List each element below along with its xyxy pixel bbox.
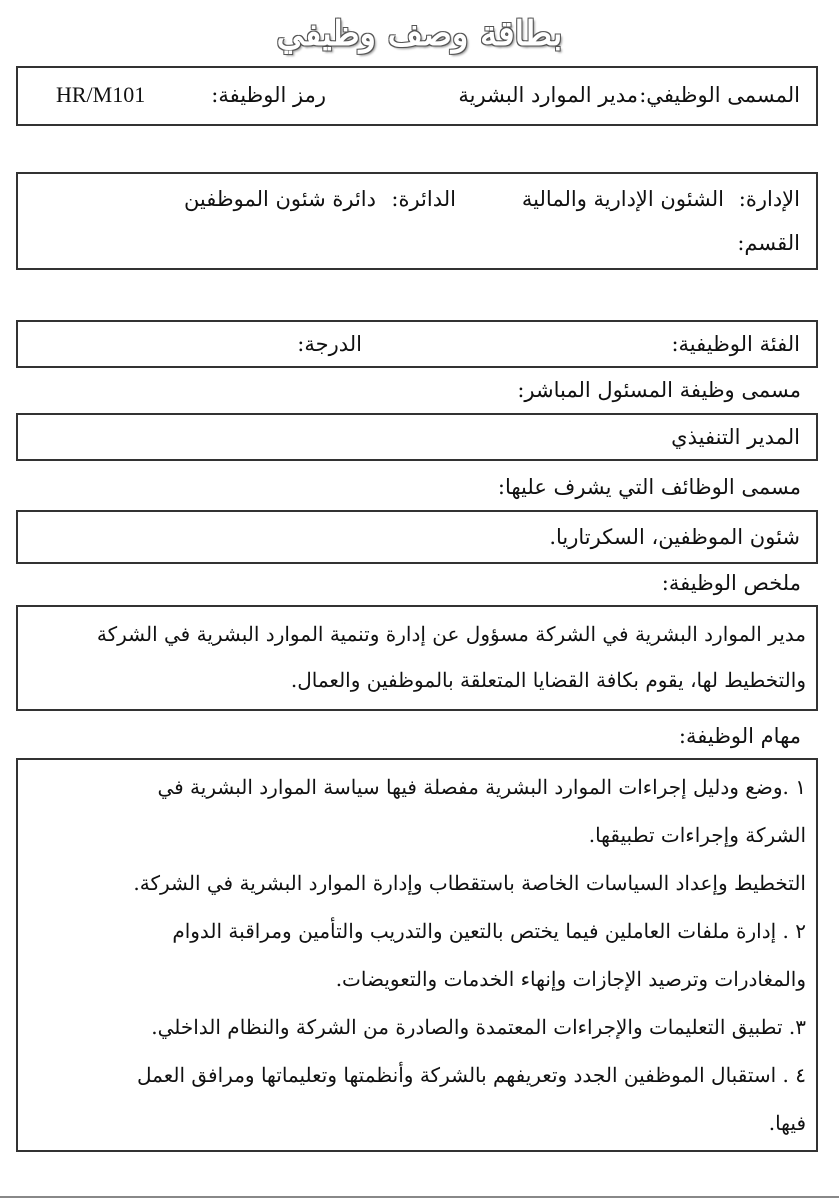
department-label: الدائرة: [391, 187, 456, 211]
admin-value: الشئون الإدارية والمالية [521, 187, 724, 211]
grade-label: الدرجة: [297, 332, 362, 356]
subordinates-label: مسمى الوظائف التي يشرف عليها: [497, 475, 801, 499]
task-line: ١ .وضع ودليل إجراءات الموارد البشرية مفصلة فيها سياسة الموارد البشرية في [157, 775, 806, 799]
task-line: فيها. [768, 1111, 806, 1135]
summary-line-1: مدير الموارد البشرية في الشركة مسؤول عن إدارة وتنمية الموارد البشرية في الشركة [96, 622, 806, 646]
subordinates-box [16, 510, 818, 564]
section-label: القسم: [737, 231, 800, 255]
page-title: بطاقة وصف وظيفي [276, 14, 563, 54]
job-title-label: المسمى الوظيفي: [639, 83, 800, 107]
supervisor-box [16, 413, 818, 461]
department-value: دائرة شئون الموظفين [183, 187, 376, 211]
classification-box [16, 320, 818, 368]
summary-line-2: والتخطيط لها، يقوم بكافة القضايا المتعلقة بالموظفين والعمال. [290, 668, 806, 692]
supervisor-label: مسمى وظيفة المسئول المباشر: [517, 378, 801, 402]
job-title-value: مدير الموارد البشرية [458, 83, 638, 107]
task-line: والمغادرات وترصيد الإجازات وإنهاء الخدمات والتعويضات. [335, 967, 806, 991]
job-code-label: رمز الوظيفة: [211, 83, 326, 107]
task-line: ٤ . استقبال الموظفين الجدد وتعريفهم بالشركة وأنظمتها وتعليماتها ومرافق العمل [137, 1063, 806, 1087]
page-bottom-divider [0, 1196, 839, 1198]
category-label: الفئة الوظيفية: [671, 332, 800, 356]
task-line: ٢ . إدارة ملفات العاملين فيما يختص بالتعين والتدريب والتأمين ومراقبة الدوام [172, 919, 806, 943]
job-code-value: HR/M101 [56, 82, 146, 107]
task-line: الشركة وإجراءات تطبيقها. [588, 823, 806, 847]
summary-label: ملخص الوظيفة: [661, 571, 801, 595]
task-line: ٣. تطبيق التعليمات والإجراءات المعتمدة والصادرة من الشركة والنظام الداخلي. [151, 1015, 806, 1039]
tasks-label: مهام الوظيفة: [678, 724, 801, 748]
org-box [16, 172, 818, 270]
summary-box [16, 605, 818, 711]
supervisor-value: المدير التنفيذي [671, 425, 800, 449]
job-title-box [16, 66, 818, 126]
tasks-box [16, 758, 818, 1152]
subordinates-value: شئون الموظفين، السكرتاريا. [549, 525, 800, 549]
admin-label: الإدارة: [738, 187, 800, 211]
task-line: التخطيط وإعداد السياسات الخاصة باستقطاب وإدارة الموارد البشرية في الشركة. [133, 871, 806, 895]
